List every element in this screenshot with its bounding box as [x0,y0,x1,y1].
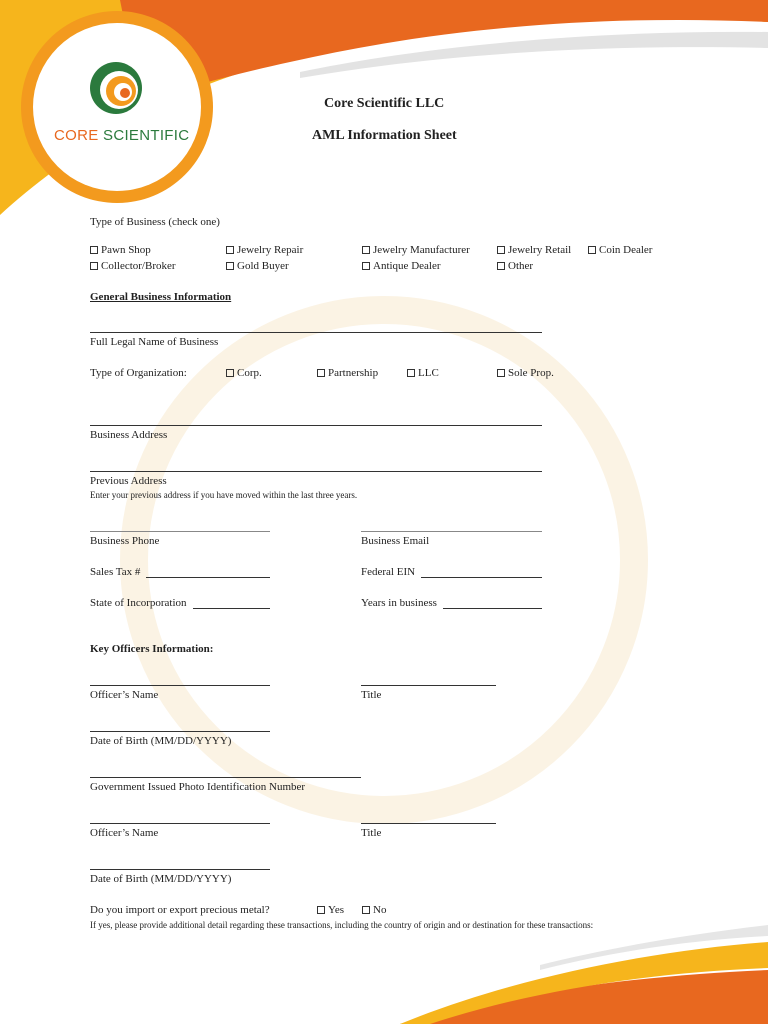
years-in-business-label: Years in business [361,597,437,609]
state-incorporation-field[interactable] [193,608,270,609]
logo-word-scientific: SCIENTIFIC [103,127,190,144]
officer-name-field-1[interactable] [90,685,270,686]
checkbox-label: Jewelry Manufacturer [373,244,470,256]
officer-dob-field-1[interactable] [90,731,270,732]
business-address-field[interactable] [90,425,542,426]
checkbox-label: Partnership [328,367,379,379]
key-officers-heading: Key Officers Information: [90,643,214,655]
officer-dob-field-2[interactable] [90,869,270,870]
officer-dob-label-1: Date of Birth (MM/DD/YYYY) [90,735,232,747]
legal-name-label: Full Legal Name of Business [90,336,219,348]
previous-address-field[interactable] [90,471,542,472]
checkbox-yes[interactable] [317,905,344,916]
checkbox-label: Jewelry Retail [508,244,572,256]
state-incorporation-label: State of Incorporation [90,597,187,609]
checkbox-label: No [373,904,387,916]
checkbox-pawn-shop[interactable] [90,245,151,256]
checkbox-label: Coin Dealer [599,244,653,256]
core-scientific-logo-icon [86,58,146,118]
precious-metal-question: Do you import or export precious metal? [90,904,270,916]
years-in-business-field[interactable] [443,608,542,609]
business-email-field[interactable] [361,531,542,532]
checkbox-partnership[interactable] [317,368,378,379]
business-email-label: Business Email [361,535,430,547]
legal-name-field[interactable] [90,332,542,333]
business-phone-label: Business Phone [90,535,160,547]
checkbox-llc[interactable] [407,368,439,379]
checkbox-label: Antique Dealer [373,260,441,272]
sheet-title: AML Information Sheet [312,128,457,143]
previous-address-note: Enter your previous address if you have moved within the last three years. [90,490,358,500]
precious-metal-note: If yes, please provide additional detail regarding these transactions, including the country of origin and or destination for these transactions: [90,920,594,930]
checkbox-label: Other [508,260,534,272]
checkbox-antique-dealer[interactable] [362,261,441,272]
checkbox-label: Sole Prop. [508,367,554,379]
officer-name-field-2[interactable] [90,823,270,824]
sales-tax-label: Sales Tax # [90,566,141,578]
officer-title-field-1[interactable] [361,685,496,686]
checkbox-jewelry-retail[interactable] [497,245,571,256]
officer-title-label-2: Title [361,827,382,839]
photo-id-number-field[interactable] [90,777,361,778]
sales-tax-field[interactable] [146,577,270,578]
officer-name-label-2: Officer’s Name [90,827,159,839]
checkbox-corp[interactable] [226,368,262,379]
business-phone-field[interactable] [90,531,270,532]
checkbox-label: Gold Buyer [237,260,289,272]
checkbox-sole-prop[interactable] [497,368,554,379]
previous-address-label: Previous Address [90,475,167,487]
officer-name-label-1: Officer’s Name [90,689,159,701]
organization-type-label: Type of Organization: [90,367,187,379]
photo-id-number-label: Government Issued Photo Identification Number [90,781,306,793]
checkbox-other[interactable] [497,261,533,272]
checkbox-label: Corp. [237,367,262,379]
checkbox-label: Yes [328,904,345,916]
business-type-label: Type of Business (check one) [90,216,220,228]
logo-wordmark [54,128,189,143]
general-business-heading: General Business Information [90,291,232,303]
checkbox-jewelry-manufacturer[interactable] [362,245,470,256]
federal-ein-field[interactable] [421,577,542,578]
officer-title-label-1: Title [361,689,382,701]
officer-title-field-2[interactable] [361,823,496,824]
checkbox-collector-broker[interactable] [90,261,176,272]
checkbox-label: Pawn Shop [101,244,151,256]
checkbox-label: Jewelry Repair [237,244,304,256]
checkbox-no[interactable] [362,905,386,916]
business-address-label: Business Address [90,429,168,441]
checkbox-label: Collector/Broker [101,260,176,272]
federal-ein-label: Federal EIN [361,566,416,578]
company-name: Core Scientific LLC [324,96,445,111]
officer-dob-label-2: Date of Birth (MM/DD/YYYY) [90,873,232,885]
checkbox-coin-dealer[interactable] [588,245,652,256]
checkbox-gold-buyer[interactable] [226,261,289,272]
checkbox-jewelry-repair[interactable] [226,245,303,256]
logo-word-core: CORE [54,127,104,144]
checkbox-label: LLC [418,367,439,379]
